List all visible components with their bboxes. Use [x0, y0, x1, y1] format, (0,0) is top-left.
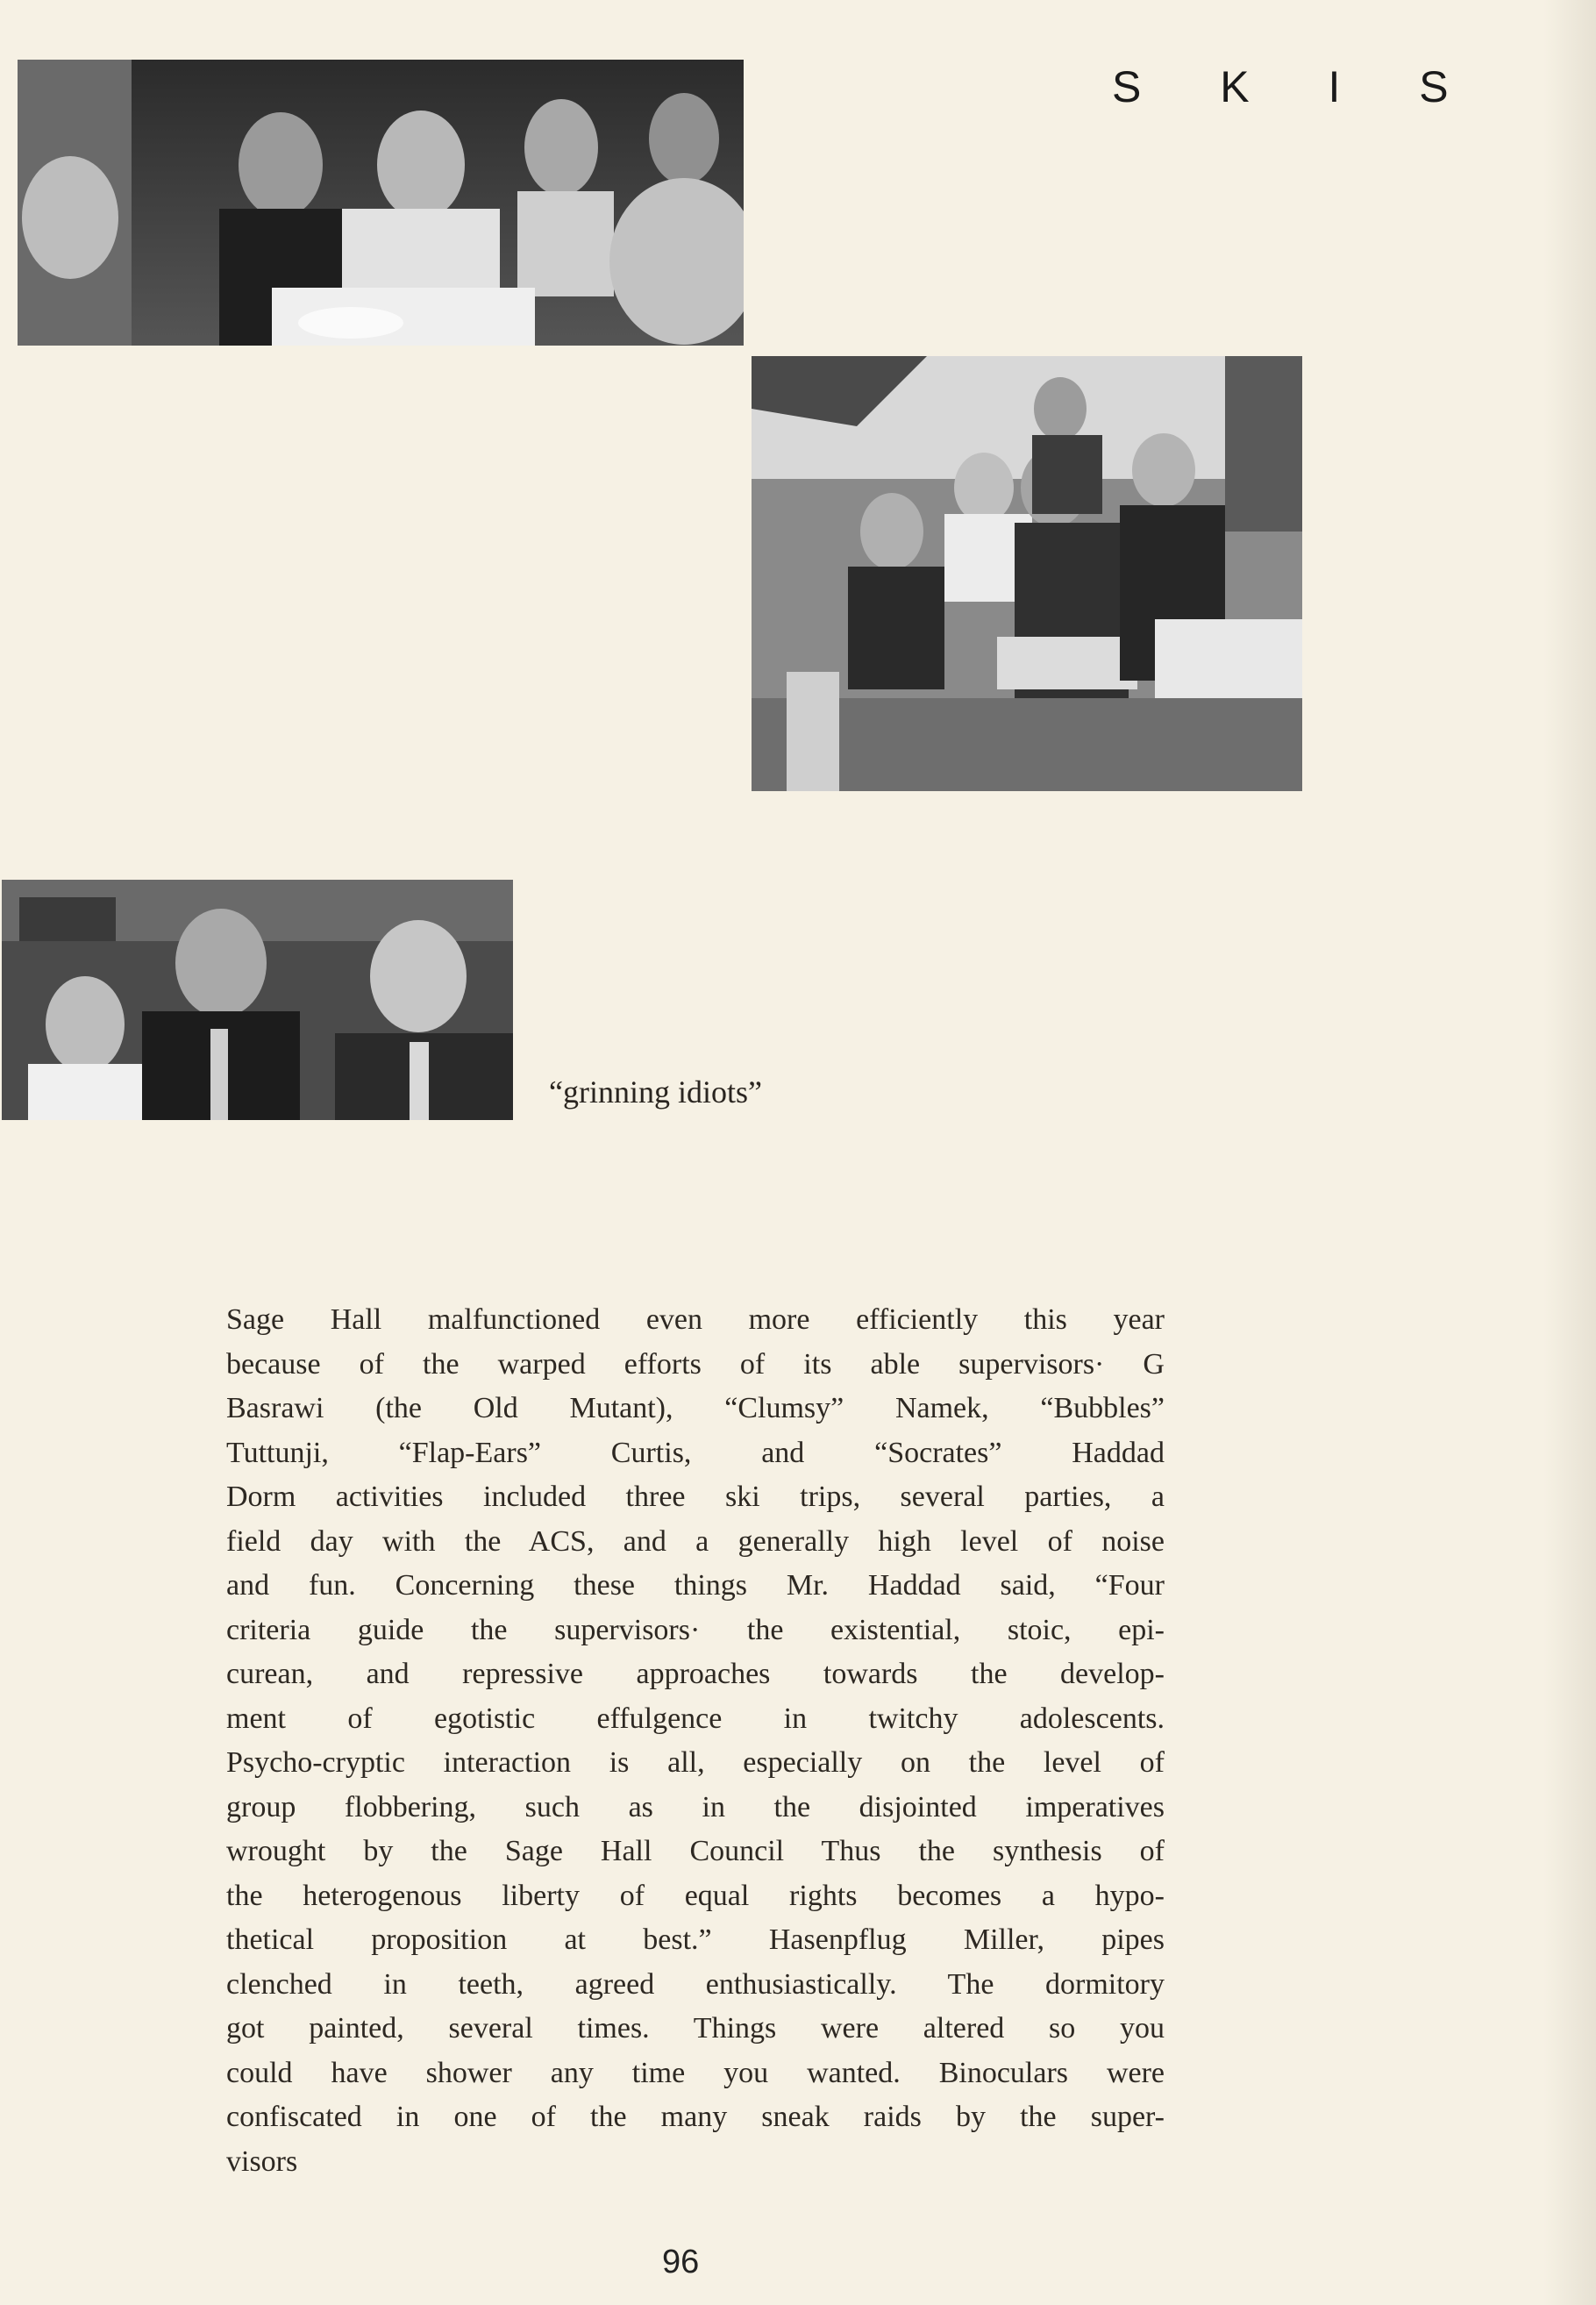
paragraph-line: Sage Hall malfunctioned even more efficiently this year — [226, 1303, 1165, 1336]
paragraph-line: clenched in teeth, agreed enthusiastically. The dormitory — [226, 1967, 1165, 2001]
paragraph-line: Basrawi (the Old Mutant), “Clumsy” Namek, “Bubbles” — [226, 1392, 1165, 1424]
paragraph-line: curean, and repressive approaches towards the develop- — [226, 1658, 1165, 1690]
article-paragraph — [226, 1298, 1165, 2184]
photo-caption: “grinning idiots” — [549, 1074, 762, 1110]
photo-grinning-idiots — [2, 880, 513, 1120]
page-edge-shadow — [1543, 0, 1596, 2305]
paragraph-line: group flobbering, such as in the disjointed imperatives — [226, 1790, 1165, 1823]
paragraph-line: thetical proposition at best.” Hasenpflug Miller, pipes — [226, 1923, 1165, 1956]
paragraph-line: field day with the ACS, and a generally high level of noise — [226, 1524, 1165, 1558]
paragraph-line: Tuttunji, “Flap-Ears” Curtis, and “Socrates” Haddad — [226, 1436, 1165, 1469]
paragraph-line: wrought by the Sage Hall Council Thus the synthesis of — [226, 1835, 1165, 1867]
photo-dinner-group — [18, 60, 744, 346]
paragraph-line: Psycho-cryptic interaction is all, especially on the level of — [226, 1746, 1165, 1779]
page-number: 96 — [662, 2244, 700, 2280]
paragraph-line: confiscated in one of the many sneak raids by the super- — [226, 2101, 1165, 2133]
paragraph-line: ment of egotistic effulgence in twitchy adolescents. — [226, 1702, 1165, 1735]
paragraph-line: visors — [226, 2144, 298, 2178]
photo-ski-trip-group — [752, 356, 1302, 791]
paragraph-line: the heterogenous liberty of equal rights becomes a hypo- — [226, 1879, 1165, 1912]
paragraph-line: and fun. Concerning these things Mr. Haddad said, “Four — [226, 1569, 1165, 1602]
page-heading: S K I S — [1112, 62, 1482, 111]
paragraph-line: got painted, several times. Things were altered so you — [226, 2012, 1165, 2045]
paragraph-line: Dorm activities included three ski trips, several parties, a — [226, 1481, 1165, 1513]
paragraph-line: criteria guide the supervisors· the existential, stoic, epi- — [226, 1613, 1165, 1646]
paragraph-line: because of the warped efforts of its able supervisors· G — [226, 1347, 1165, 1381]
paragraph-line: could have shower any time you wanted. Binoculars were — [226, 2056, 1165, 2089]
